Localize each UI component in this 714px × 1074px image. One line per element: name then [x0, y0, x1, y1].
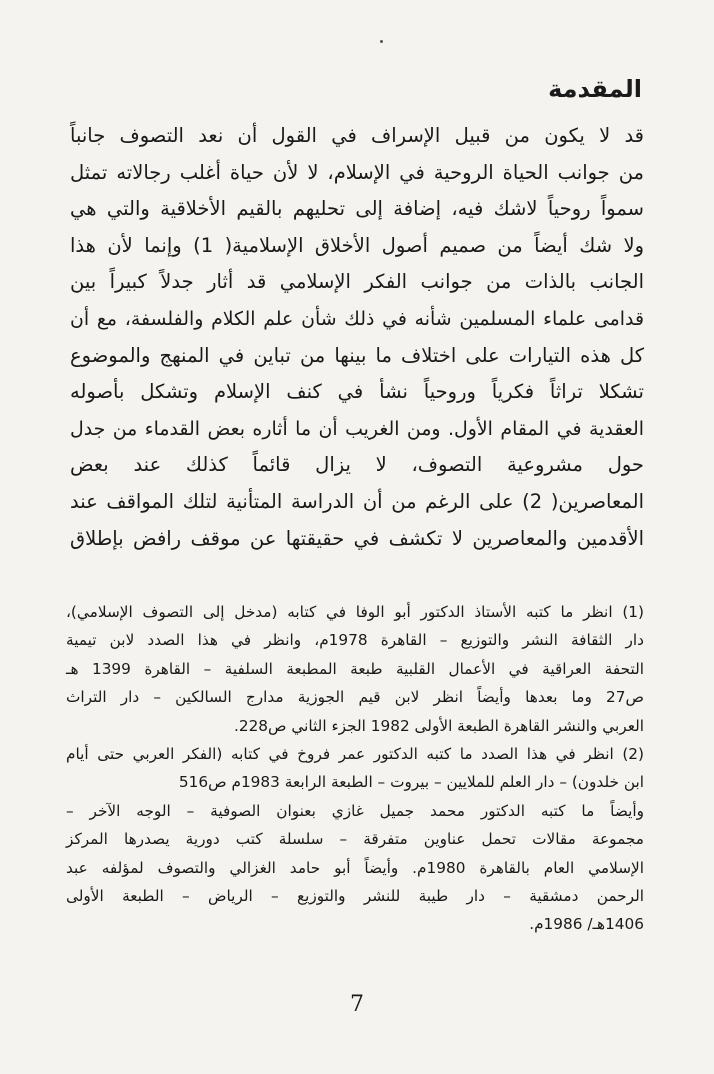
footnote-line: (2) انظر في هذا الصدد ما كتبه الدكتور عمر فروخ في كتابه (الفكر العربي حتى أيام	[66, 745, 644, 764]
footnote-line: الرحمن دمشقية – دار طيبة للنشر والتوزيع – الرياض – الطبعة الأولى	[66, 887, 644, 906]
page-number: 7	[350, 992, 364, 1017]
paragraph-line: قد لا يكون من قبيل الإسراف في القول أن نعد التصوف جانباً	[70, 124, 644, 147]
footnote-line: ابن خلدون) – دار العلم للملايين – بيروت – الطبعة الرابعة 1983م ص516	[178, 773, 644, 792]
paragraph-line: قدامى علماء المسلمين شأنه في ذلك شأن علم الكلام والفلسفة، مع أن	[70, 307, 644, 330]
paragraph-line: العقدية في المقام الأول. ومن الغريب أن ما أثاره بعض القدماء من جدل	[70, 417, 644, 440]
footnote-line: الإسلامي العام بالقاهرة 1980م. وأيضاً أبو حامد الغزالي والتصوف لمؤلفه عبد	[66, 858, 644, 877]
section-heading: المقدمة	[548, 75, 642, 103]
paragraph-line: كل هذه التيارات على اختلاف ما بينها من تباين في المنهج والموضوع	[70, 343, 644, 367]
footnote-line: (1) انظر ما كتبه الأستاذ الدكتور أبو الوفا في كتابه (مدخل إلى التصوف الإسلامي)،	[66, 603, 644, 621]
paragraph-line: الأقدمين والمعاصرين لا تكشف في حقيقتها عن موقف رافض بإطلاق	[70, 526, 644, 550]
paragraph-line: تشكلا تراثاً فكرياً وروحياً نشأ في كنف الإسلام وتشكل بأصوله	[70, 380, 644, 404]
page-speck	[380, 40, 383, 43]
footnote-line: العربي والنشر القاهرة الطبعة الأولى 1982 الجزء الثاني ص228.	[233, 716, 644, 735]
footnote-line: مجموعة مقالات تحمل عناوين متفرقة – سلسلة كتب دورية يصدرها المركز	[66, 830, 644, 849]
footnote-line: التحفة العراقية في الأعمال القلبية طبعة المطبعة السلفية – القاهرة 1399 هـ	[66, 659, 644, 678]
paragraph-line: سمواً روحياً لاشك فيه، إضافة إلى تحليهم بالقيم الأخلاقية والتي هي	[70, 197, 644, 221]
paragraph-line: الجانب بالذات من جوانب الفكر الإسلامي قد أثار جدلاً كبيراً بين	[70, 270, 644, 294]
footnote-line: 1406هـ/ 1986م.	[529, 915, 644, 934]
footnote-line: وأيضاً ما كتبه الدكتور محمد جميل غازي بعنوان الصوفية – الوجه الآخر –	[66, 801, 644, 820]
main-paragraph	[70, 118, 644, 557]
paragraph-line: ولا شك أيضاً من صميم أصول الأخلاق الإسلامية( 1) وإنما لأن هذا	[70, 233, 644, 257]
footnote-line: دار الثقافة النشر والتوزيع – القاهرة 1978م، وانظر في هذا الصدد لابن تيمية	[66, 631, 644, 650]
paragraph-line: حول مشروعية التصوف، لا يزال قائماً كذلك عند بعض	[70, 453, 644, 477]
paragraph-line: المعاصرين( 2) على الرغم من أن الدراسة المتأنية لتلك المواقف عند	[70, 489, 644, 513]
footnotes	[66, 598, 644, 939]
paragraph-line: من جوانب الحياة الروحية في الإسلام، لا لأن حياة أغلب رجالاته تمثل	[70, 160, 644, 184]
footnote-line: ص27 وما بعدها وأيضاً انظر لابن قيم الجوزية مدارج السالكين – دار التراث	[66, 688, 644, 707]
